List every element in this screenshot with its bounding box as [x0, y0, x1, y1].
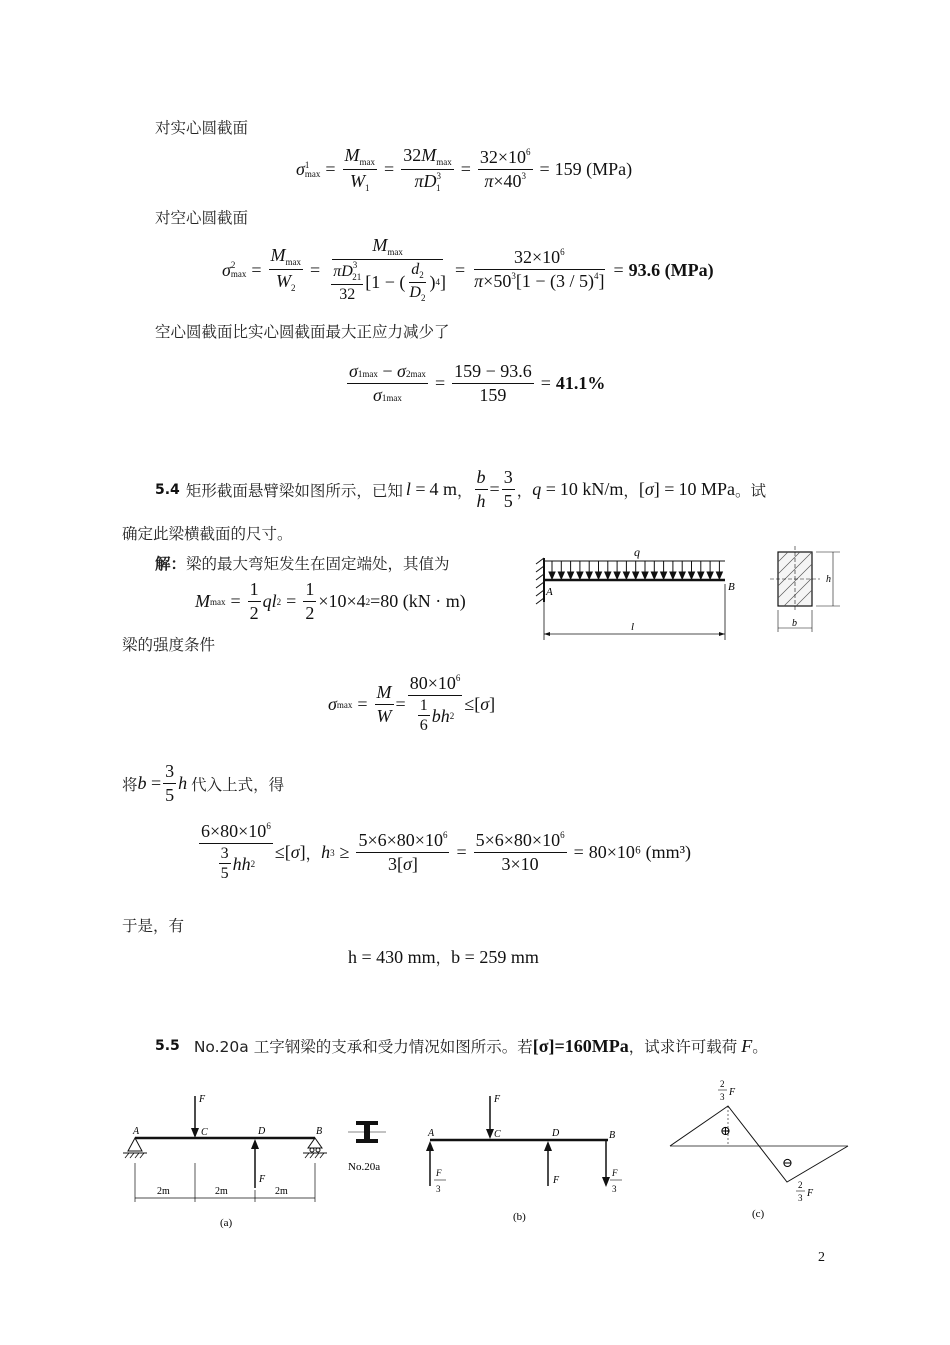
- svg-text:F: F: [259, 1174, 266, 1185]
- load-arrow-head: [661, 572, 667, 579]
- mmax-formula: M max = $\frac{1}{2}$ ql 2 = $\frac{1}{2}$ ×10×4 2 =80 (kN · m): [195, 579, 466, 623]
- svg-text:3: 3: [436, 1184, 441, 1194]
- distributed-load-arrows: [549, 561, 722, 579]
- label-B: B: [728, 581, 735, 593]
- solid-section-label: 对实心圆截面: [155, 119, 249, 137]
- result-line: h = 430 mm ， b = 259 mm: [348, 946, 539, 967]
- load-arrow-head: [698, 572, 704, 579]
- load-arrow-head: [577, 572, 583, 579]
- b-result: b = 259 mm: [451, 946, 539, 967]
- problem-5-4-number: 5.4: [155, 481, 180, 498]
- svg-text:A: A: [133, 1126, 140, 1137]
- strength-formula: σ max = $\frac{M}{W}$ = $80\times 10^6$ $\frac{1}{6}$ bh 2 ≤[σ]: [328, 673, 496, 735]
- caption-c: (c): [752, 1208, 765, 1220]
- reduction-label: 空心圆截面比实心圆截面最大正应力减少了: [155, 323, 450, 341]
- load-arrow-head: [633, 572, 639, 579]
- solution-label: 解：: [155, 555, 187, 573]
- beam-figure-b: [418, 1088, 633, 1230]
- label-A: A: [546, 586, 553, 598]
- svg-text:A: A: [428, 1128, 435, 1139]
- svg-text:3: 3: [798, 1193, 803, 1203]
- problem-5-5-statement: 5.5 No.20a 工字钢梁的支承和受力情况如图所示。若 [σ]=160MPa ，试求许可载荷 F 。: [155, 1035, 768, 1056]
- solution-line: 解：梁的最大弯矩发生在固定端处，其值为: [155, 555, 450, 573]
- wall-hatching: [536, 558, 544, 604]
- load-arrow-head: [716, 572, 722, 579]
- given-sigma: 10 MPa: [678, 479, 735, 500]
- load-arrow-head: [596, 572, 602, 579]
- load-arrow-head: [549, 572, 555, 579]
- problem-5-5-number: 5.5: [155, 1038, 180, 1054]
- load-arrow-head: [558, 572, 564, 579]
- problem-5-4-statement: 5.4 矩形截面悬臂梁如图所示，已知 l = 4 m ， $\frac{b}{h}$ = $\frac{3}{5}$ ， q = 10 kN/m ， [σ] = 10 MPa 。试: [155, 467, 766, 511]
- h-result: h = 430 mm: [348, 946, 436, 967]
- label-l: l: [631, 621, 635, 633]
- page-number: 2: [818, 1250, 825, 1265]
- svg-text:3: 3: [720, 1092, 725, 1102]
- hollow-result: 93.6 (MPa): [628, 259, 714, 280]
- thus-label: 于是，有: [122, 917, 185, 935]
- load-arrow-head: [568, 572, 574, 579]
- svg-text:2: 2: [798, 1180, 803, 1190]
- h-cubed-formula: $6\times 80\times 10^6$ $\frac{3}{5}$ hh 2 ≤[σ] ， h 3 ≥ $\frac{5\times 6\times 80\times 10^6}{3[\sigma]}$ = $\frac{5\times 6\times 80\times 10^6}{3\times 10}$ = 80×10⁶ (mm³): [201, 821, 692, 883]
- caption-a: (a): [220, 1217, 233, 1229]
- reduction-result: 41.1%: [555, 373, 606, 394]
- load-arrow-head: [689, 572, 695, 579]
- svg-text:F: F: [436, 1168, 442, 1178]
- moment-curve: [670, 1106, 848, 1182]
- mmax-result: =80 (kN · m): [370, 591, 466, 612]
- moment-diagram-c: [660, 1072, 860, 1232]
- load-arrow-head: [651, 572, 657, 579]
- svg-text:F: F: [729, 1087, 736, 1098]
- label-q: q: [634, 545, 640, 559]
- svg-text:2m: 2m: [215, 1186, 228, 1197]
- pin-support-A: [128, 1138, 142, 1151]
- svg-text:F: F: [199, 1094, 206, 1105]
- svg-text:2: 2: [720, 1079, 725, 1089]
- svg-text:F: F: [494, 1094, 501, 1105]
- svg-text:B: B: [609, 1130, 616, 1141]
- load-arrow-head: [614, 572, 620, 579]
- h-cubed-result: 80×10⁶ (mm³): [588, 842, 692, 863]
- svg-text:B: B: [316, 1126, 323, 1137]
- positive-sign: ⊕: [720, 1123, 731, 1138]
- load-arrow-head: [707, 572, 713, 579]
- solid-stress-formula: σ 1 max = $\frac{M_{max}}{W_1}$ = $\frac{32M_{max}}{\pi D^3_1}$ = $\frac{32\times 10^6}{\pi\times 40^3}$ = 159 (MPa): [296, 145, 633, 193]
- substitute-line: 将 b = $\frac{3}{5}$ h 代入上式，得: [122, 761, 285, 805]
- i-beam-section: [348, 1121, 386, 1143]
- label-h: h: [826, 574, 831, 585]
- problem-5-4-line2: 确定此梁横截面的尺寸。: [122, 525, 293, 543]
- load-arrow-head: [670, 572, 676, 579]
- load-arrow-head: [586, 572, 592, 579]
- svg-text:2m: 2m: [275, 1186, 288, 1197]
- reduction-formula: $\frac{\sigma 1\max - \sigma 2\max}{\sigma 1\max}$ = $\frac{159 - 93.6}{159}$ = 41.1%: [349, 361, 606, 405]
- caption-b: (b): [513, 1211, 526, 1223]
- svg-text:F: F: [612, 1168, 618, 1178]
- load-arrow-head: [642, 572, 648, 579]
- given-q: 10 kN/m: [559, 479, 624, 500]
- solid-result: 159 (MPa): [554, 159, 633, 180]
- strength-condition-label: 梁的强度条件: [122, 636, 216, 654]
- beam-figure-a: [115, 1088, 435, 1230]
- load-arrow-head: [679, 572, 685, 579]
- hollow-section-label: 对空心圆截面: [155, 209, 249, 227]
- svg-text:C: C: [201, 1127, 208, 1138]
- svg-text:C: C: [494, 1129, 501, 1140]
- svg-text:D: D: [552, 1128, 560, 1139]
- section-label: No.20a: [348, 1161, 381, 1173]
- svg-text:F: F: [553, 1175, 560, 1186]
- cantilever-figure: [530, 540, 850, 640]
- negative-sign: ⊖: [782, 1155, 793, 1170]
- hollow-stress-formula: σ 2 max = $\frac{M_{max}}{W_2}$ = $M_{max}$ $\frac{\pi D^3_{21}}{32}$ [1 − ( $\frac{d_2}{D_2}$ ) 4 ] = $\frac{32\times 10^6}{\pi\times 50^3[1 - (3 / 5)^4]}$ = 93.6 (MPa): [222, 235, 714, 304]
- label-b: b: [792, 618, 797, 629]
- svg-text:F: F: [807, 1188, 814, 1199]
- svg-text:2m: 2m: [157, 1186, 170, 1197]
- given-l: 4 m: [429, 479, 458, 500]
- svg-text:3: 3: [612, 1184, 617, 1194]
- roller-support-B: [308, 1138, 322, 1148]
- load-arrow-head: [623, 572, 629, 579]
- load-arrow-head: [605, 572, 611, 579]
- svg-text:D: D: [258, 1126, 266, 1137]
